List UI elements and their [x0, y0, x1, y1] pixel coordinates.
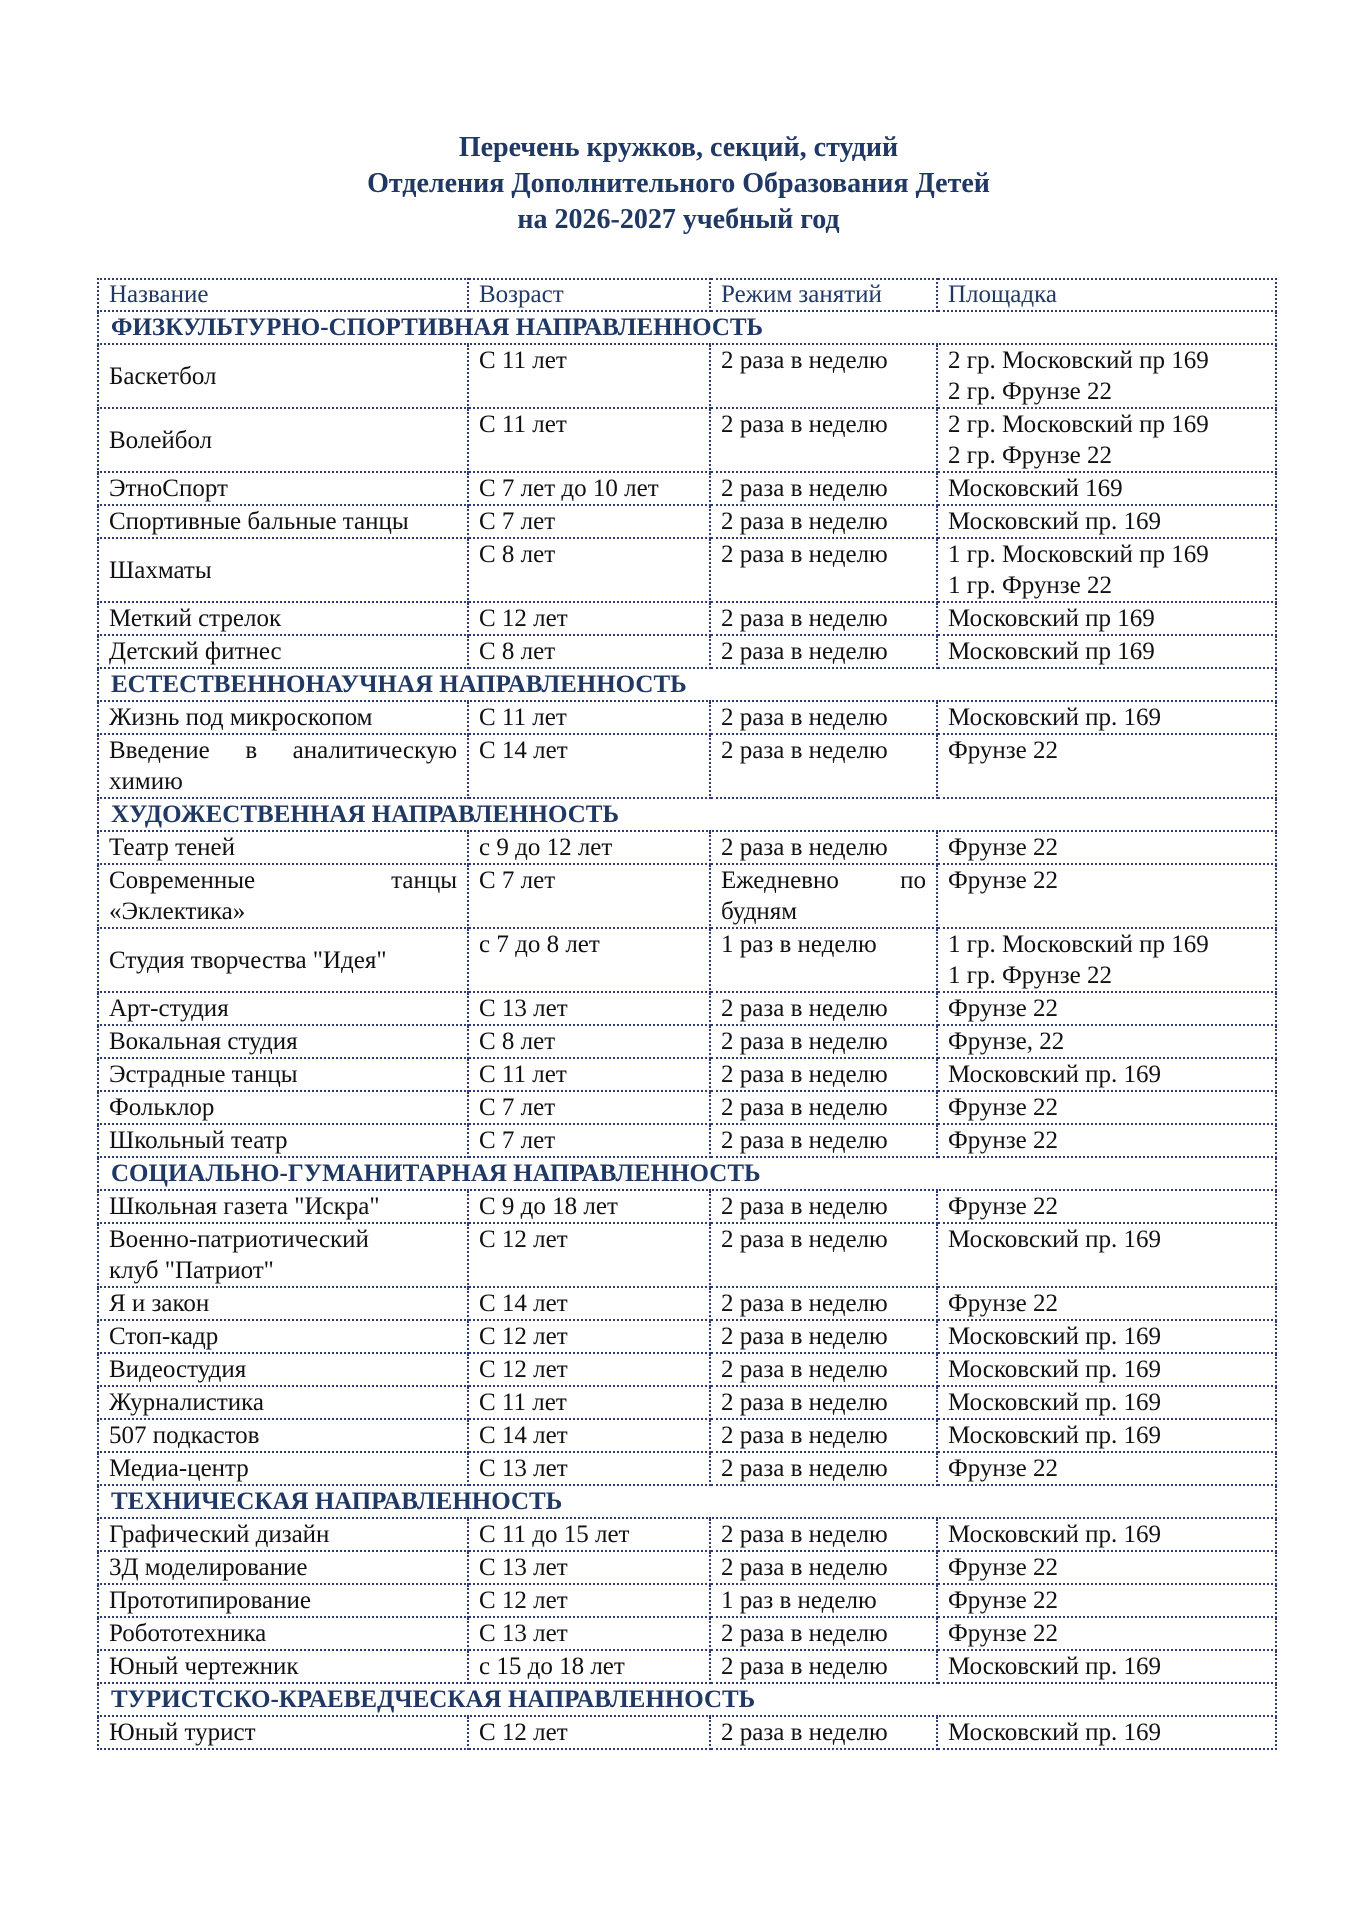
cell-place-line: 1 гр. Московский пр 169: [948, 541, 1209, 568]
cell-name: Волейбол: [98, 408, 468, 472]
table-row: [98, 1584, 1276, 1617]
cell-name: Юный турист: [98, 1716, 468, 1749]
cell-age: С 9 до 18 лет: [468, 1190, 710, 1223]
cell-age: С 11 лет: [468, 701, 710, 734]
header-name: Название: [98, 279, 468, 311]
cell-mode: 2 раза в неделю: [710, 472, 937, 505]
cell-name: Меткий стрелок: [98, 602, 468, 635]
table-row: [98, 1287, 1276, 1320]
cell-age: С 8 лет: [468, 1025, 710, 1058]
cell-name: Вокальная студия: [98, 1025, 468, 1058]
cell-place-line: 1 гр. Фрунзе 22: [948, 572, 1113, 599]
table-row: [98, 701, 1276, 734]
title-line-1: Перечень кружков, секций, студий: [458, 132, 899, 163]
cell-place: Фрунзе, 22: [937, 1025, 1276, 1058]
cell-age: С 12 лет: [468, 1320, 710, 1353]
cell-mode: 2 раза в неделю: [710, 1025, 937, 1058]
table-header-row: [98, 279, 1276, 311]
cell-name: Юный чертежник: [98, 1650, 468, 1683]
cell-mode: 2 раза в неделю: [710, 1386, 937, 1419]
cell-mode: 2 раза в неделю: [710, 1320, 937, 1353]
table-row: [98, 1124, 1276, 1157]
title-line-2: Отделения Дополнительного Образования Детей: [367, 168, 990, 199]
cell-place: Фрунзе 22: [937, 1584, 1276, 1617]
cell-age: С 11 лет: [468, 1058, 710, 1091]
cell-name: Графический дизайн: [98, 1518, 468, 1551]
cell-mode: 2 раза в неделю: [710, 1091, 937, 1124]
cell-place: Фрунзе 22: [937, 1551, 1276, 1584]
cell-mode: 2 раза в неделю: [710, 1716, 937, 1749]
cell-age: С 12 лет: [468, 1353, 710, 1386]
cell-age: С 7 лет: [468, 864, 710, 928]
cell-place: Московский пр. 169: [937, 1650, 1276, 1683]
cell-place: Московский пр 169: [937, 602, 1276, 635]
cell-mode: 2 раза в неделю: [710, 1124, 937, 1157]
cell-name: Школьный театр: [98, 1124, 468, 1157]
cell-name: Медиа-центр: [98, 1452, 468, 1485]
cell-mode: 2 раза в неделю: [710, 1287, 937, 1320]
cell-place-line: 2 гр. Московский пр 169: [948, 411, 1209, 438]
table-row: [98, 1025, 1276, 1058]
cell-mode: 2 раза в неделю: [710, 1419, 937, 1452]
section-title: ЕСТЕСТВЕННОНАУЧНАЯ НАПРАВЛЕННОСТЬ: [98, 668, 1276, 701]
cell-place: Московский пр. 169: [937, 1223, 1276, 1287]
cell-place: [937, 538, 1276, 602]
table-row: [98, 1058, 1276, 1091]
section-title: СОЦИАЛЬНО-ГУМАНИТАРНАЯ НАПРАВЛЕННОСТЬ: [98, 1157, 1276, 1190]
table-row: [98, 1320, 1276, 1353]
header-age: Возраст: [468, 279, 710, 311]
cell-mode: 1 раз в неделю: [710, 928, 937, 992]
cell-name: Театр теней: [98, 831, 468, 864]
cell-mode: 2 раза в неделю: [710, 1551, 937, 1584]
table-row: [98, 831, 1276, 864]
cell-place: Московский пр. 169: [937, 505, 1276, 538]
section-title: ФИЗКУЛЬТУРНО-СПОРТИВНАЯ НАПРАВЛЕННОСТЬ: [98, 311, 1276, 344]
cell-place: Фрунзе 22: [937, 992, 1276, 1025]
cell-mode: 2 раза в неделю: [710, 1190, 937, 1223]
cell-place: Московский 169: [937, 472, 1276, 505]
cell-mode: 2 раза в неделю: [710, 701, 937, 734]
cell-age: С 11 лет: [468, 1386, 710, 1419]
cell-mode: 2 раза в неделю: [710, 734, 937, 798]
cell-place: [937, 408, 1276, 472]
cell-mode: 1 раз в неделю: [710, 1584, 937, 1617]
cell-age: С 14 лет: [468, 734, 710, 798]
cell-place-line: 1 гр. Фрунзе 22: [948, 962, 1113, 989]
table-row: [98, 408, 1276, 472]
table-row: [98, 992, 1276, 1025]
cell-age: С 13 лет: [468, 1452, 710, 1485]
cell-age: с 7 до 8 лет: [468, 928, 710, 992]
cell-name: Шахматы: [98, 538, 468, 602]
cell-name: ЭтноСпорт: [98, 472, 468, 505]
table-row: [98, 1353, 1276, 1386]
cell-age: с 15 до 18 лет: [468, 1650, 710, 1683]
cell-age: С 13 лет: [468, 1551, 710, 1584]
cell-age: С 14 лет: [468, 1419, 710, 1452]
table-row: [98, 1716, 1276, 1749]
cell-place: Московский пр. 169: [937, 1716, 1276, 1749]
cell-name: Эстрадные танцы: [98, 1058, 468, 1091]
table-row: [98, 635, 1276, 668]
cell-age: С 14 лет: [468, 1287, 710, 1320]
table-row: [98, 538, 1276, 602]
section-header-row: [98, 1485, 1276, 1518]
cell-age: С 11 лет: [468, 408, 710, 472]
cell-place: Фрунзе 22: [937, 1124, 1276, 1157]
cell-mode: Ежедневно по будням: [710, 864, 937, 928]
cell-mode: 2 раза в неделю: [710, 1452, 937, 1485]
cell-name: [98, 1223, 468, 1287]
cell-age: С 8 лет: [468, 635, 710, 668]
cell-name: Спортивные бальные танцы: [98, 505, 468, 538]
cell-name: 507 подкастов: [98, 1419, 468, 1452]
cell-place: Фрунзе 22: [937, 1287, 1276, 1320]
section-title: ТУРИСТСКО-КРАЕВЕДЧЕСКАЯ НАПРАВЛЕННОСТЬ: [98, 1683, 1276, 1716]
cell-mode: 2 раза в неделю: [710, 538, 937, 602]
cell-place: Московский пр 169: [937, 635, 1276, 668]
cell-name: Современные танцы «Эклектика»: [98, 864, 468, 928]
cell-name: Робототехника: [98, 1617, 468, 1650]
cell-name: Арт-студия: [98, 992, 468, 1025]
cell-age: С 7 лет: [468, 1091, 710, 1124]
cell-place-line: 2 гр. Фрунзе 22: [948, 442, 1113, 469]
section-header-row: [98, 798, 1276, 831]
cell-place: Московский пр. 169: [937, 1320, 1276, 1353]
section-header-row: [98, 311, 1276, 344]
cell-age: С 11 лет: [468, 344, 710, 408]
table-row: [98, 928, 1276, 992]
cell-place: Фрунзе 22: [937, 734, 1276, 798]
cell-mode: 2 раза в неделю: [710, 831, 937, 864]
cell-mode: 2 раза в неделю: [710, 1518, 937, 1551]
cell-age: С 12 лет: [468, 1584, 710, 1617]
cell-place: [937, 344, 1276, 408]
cell-place: Фрунзе 22: [937, 831, 1276, 864]
table-row: [98, 344, 1276, 408]
cell-age: С 12 лет: [468, 1716, 710, 1749]
cell-mode: 2 раза в неделю: [710, 505, 937, 538]
table-row: [98, 1617, 1276, 1650]
cell-name: 3Д моделирование: [98, 1551, 468, 1584]
cell-name: Школьная газета "Искра": [98, 1190, 468, 1223]
cell-place: Московский пр. 169: [937, 1353, 1276, 1386]
table-row: [98, 602, 1276, 635]
cell-mode: 2 раза в неделю: [710, 602, 937, 635]
cell-place-line: 1 гр. Московский пр 169: [948, 931, 1209, 958]
cell-name: Баскетбол: [98, 344, 468, 408]
cell-age: с 9 до 12 лет: [468, 831, 710, 864]
cell-place: Фрунзе 22: [937, 1617, 1276, 1650]
section-header-row: [98, 668, 1276, 701]
cell-name: Фольклор: [98, 1091, 468, 1124]
cell-name: Стоп-кадр: [98, 1320, 468, 1353]
section-title: ХУДОЖЕСТВЕННАЯ НАПРАВЛЕННОСТЬ: [98, 798, 1276, 831]
table-row: [98, 1223, 1276, 1287]
cell-name: Детский фитнес: [98, 635, 468, 668]
cell-age: С 8 лет: [468, 538, 710, 602]
cell-place: Фрунзе 22: [937, 1091, 1276, 1124]
cell-place: Московский пр. 169: [937, 1058, 1276, 1091]
table-row: [98, 1551, 1276, 1584]
cell-name: Журналистика: [98, 1386, 468, 1419]
table-row: [98, 864, 1276, 928]
cell-name: Студия творчества "Идея": [98, 928, 468, 992]
cell-name: Введение в аналитическую химию: [98, 734, 468, 798]
cell-name: Видеостудия: [98, 1353, 468, 1386]
table-row: [98, 472, 1276, 505]
table-row: [98, 734, 1276, 798]
cell-place: Московский пр. 169: [937, 1419, 1276, 1452]
cell-place: Фрунзе 22: [937, 864, 1276, 928]
cell-name: Прототипирование: [98, 1584, 468, 1617]
cell-age: С 11 до 15 лет: [468, 1518, 710, 1551]
table-row: [98, 1386, 1276, 1419]
cell-mode: 2 раза в неделю: [710, 344, 937, 408]
cell-place: Фрунзе 22: [937, 1452, 1276, 1485]
cell-name-line: Военно-патриотический: [109, 1226, 369, 1253]
page-title: [0, 130, 1357, 238]
cell-mode: 2 раза в неделю: [710, 1617, 937, 1650]
cell-mode: 2 раза в неделю: [710, 635, 937, 668]
table-row: [98, 1452, 1276, 1485]
cell-mode: 2 раза в неделю: [710, 1650, 937, 1683]
table-row: [98, 505, 1276, 538]
cell-mode: 2 раза в неделю: [710, 1058, 937, 1091]
cell-age: С 13 лет: [468, 992, 710, 1025]
table-body: [98, 311, 1276, 1749]
section-header-row: [98, 1157, 1276, 1190]
title-line-3: на 2026-2027 учебный год: [517, 204, 840, 235]
cell-place: Московский пр. 169: [937, 701, 1276, 734]
cell-mode: 2 раза в неделю: [710, 1353, 937, 1386]
header-mode: Режим занятий: [710, 279, 937, 311]
cell-place-line: 2 гр. Московский пр 169: [948, 347, 1209, 374]
cell-mode: 2 раза в неделю: [710, 992, 937, 1025]
cell-name: Жизнь под микроскопом: [98, 701, 468, 734]
cell-place: Московский пр. 169: [937, 1518, 1276, 1551]
cell-place: Фрунзе 22: [937, 1190, 1276, 1223]
cell-mode: 2 раза в неделю: [710, 408, 937, 472]
cell-place: [937, 928, 1276, 992]
clubs-table: [97, 278, 1277, 1750]
cell-age: С 7 лет: [468, 505, 710, 538]
cell-age: С 12 лет: [468, 602, 710, 635]
cell-age: С 12 лет: [468, 1223, 710, 1287]
cell-age: С 7 лет: [468, 1124, 710, 1157]
header-place: Площадка: [937, 279, 1276, 311]
cell-mode: 2 раза в неделю: [710, 1223, 937, 1287]
table-row: [98, 1190, 1276, 1223]
section-header-row: [98, 1683, 1276, 1716]
table-row: [98, 1650, 1276, 1683]
table-row: [98, 1518, 1276, 1551]
table-row: [98, 1091, 1276, 1124]
cell-place-line: 2 гр. Фрунзе 22: [948, 378, 1113, 405]
cell-place: Московский пр. 169: [937, 1386, 1276, 1419]
cell-name-line: клуб "Патриот": [109, 1257, 274, 1284]
cell-age: С 7 лет до 10 лет: [468, 472, 710, 505]
section-title: ТЕХНИЧЕСКАЯ НАПРАВЛЕННОСТЬ: [98, 1485, 1276, 1518]
table-row: [98, 1419, 1276, 1452]
cell-age: С 13 лет: [468, 1617, 710, 1650]
cell-name: Я и закон: [98, 1287, 468, 1320]
